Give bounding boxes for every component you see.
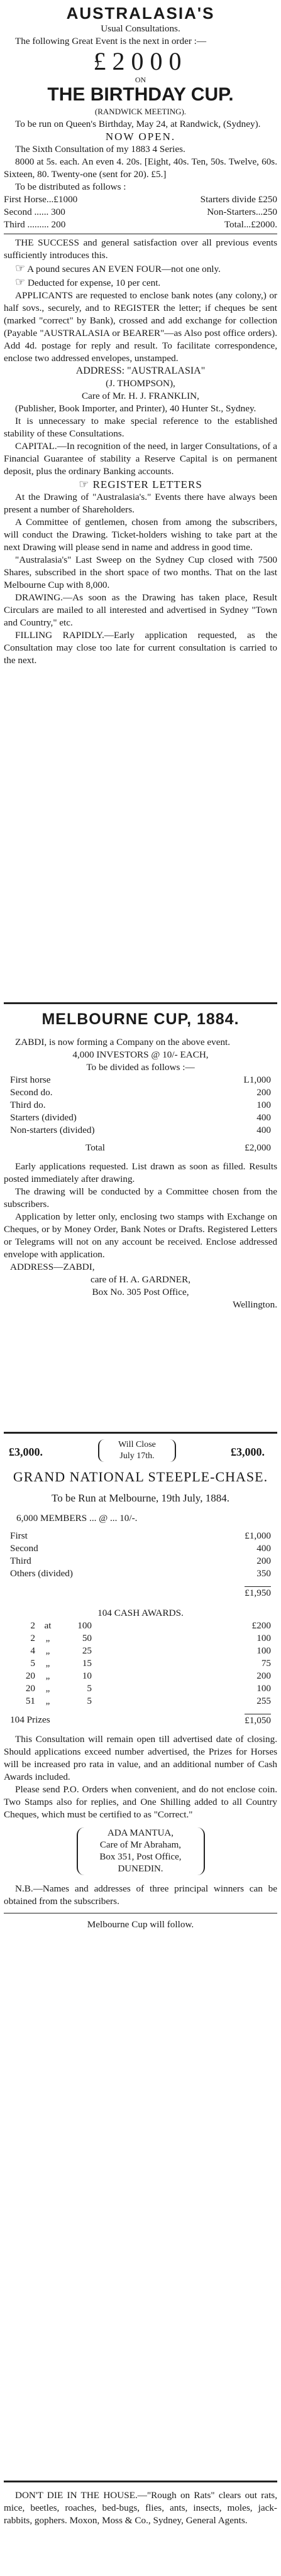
cash-total: 200 [256,1670,271,1681]
cash-at: „ [45,1683,50,1694]
pointing-hand-icon: ☞ [15,276,26,288]
ad-subtitle: Usual Consultations. [101,23,180,34]
cash-table [4,1620,277,1727]
prize-label: Non-starters (divided) [10,1125,95,1135]
consultation-text: The Sixth Consultation of my 1883 4 Series. [15,144,185,154]
drawing-text: DRAWING.—As soon as the Drawing has taken place, Result Circulars are mailed to all interested and advertised in Sydney "Town and Country," etc. [4,592,277,628]
divided-text: To be divided as follows :— [86,1062,195,1073]
cash-count: 2 [30,1633,35,1643]
cash-row [10,1670,271,1682]
ad-title: AUSTRALASIA'S [66,4,215,23]
prize-value: 350 [256,1568,271,1579]
references-text: It is unnecessary to make special reference to the established stability of these Consultations. [4,416,277,439]
cash-row [10,1645,271,1657]
cash-each: 25 [82,1645,92,1656]
cash-at: „ [45,1670,50,1681]
cash-at: „ [45,1633,50,1643]
cash-total-label: 104 Prizes [10,1714,50,1725]
prize-label: Others (divided) [10,1568,73,1579]
section-divider [4,2481,277,2482]
prize-value: 400 [256,1543,271,1554]
cash-at: at [44,1620,52,1631]
close-date-text: July 17th. [119,1451,155,1461]
application-text: Application by letter only, enclosing two stamps with Exchange on Cheques, or by Money Order, Bank Notes or Drafts. Registered Letters or Telegrams will not on any account be received. Enclose addressed envelope with application. [4,1211,277,1260]
cash-each: 10 [82,1670,92,1681]
ad-grand-national [4,1439,277,1931]
prize-table [4,1530,277,1599]
cash-each: 50 [82,1633,92,1643]
pointing-hand-icon: ☞ [15,262,26,274]
address-name: (J. THOMPSON), [106,378,175,389]
address-town: Wellington. [233,1299,277,1310]
prize-left: First Horse...£1000 [4,194,78,205]
cash-total: £200 [251,1620,271,1631]
close-box [98,1439,176,1462]
send-text: Please send P.O. Orders when convenient, and do not enclose coin. Two Stamps also for replies, and One Shilling added to all Country Cheques, which must be certified to as "Correct." [4,1784,277,1820]
prize-table [4,1074,277,1154]
ad-melbourne-cup [4,1010,277,1311]
address-line: Care of Mr Abraham, [99,1840,182,1850]
will-close-text: Will Close [118,1440,156,1449]
cash-row [10,1657,271,1670]
prize-value: £2,000 [245,1142,271,1153]
capital-text: CAPITAL.—In recognition of the need, in larger Consultations, of a Financial Guarantee of stability a Reserve Capital is on permanent deposit, plus the ordinary Banking accounts. [4,441,277,477]
header-strip [4,1439,277,1464]
prize-row [10,1112,271,1124]
prize-row [10,1086,271,1099]
cash-at: „ [45,1658,50,1669]
cash-total-value: £1,050 [245,1715,271,1726]
cash-total-row [10,1714,271,1727]
prize-total-row [10,1142,271,1154]
prize-row [10,1542,271,1555]
prize-label: Total [85,1142,105,1153]
cash-total: 100 [256,1633,271,1643]
prize-value: £1,000 [245,1530,271,1541]
cash-at: „ [45,1696,50,1706]
cash-count: 4 [30,1645,35,1656]
prize-label: Second do. [10,1087,53,1098]
prize-label: Second [10,1543,38,1554]
now-open: NOW OPEN. [105,131,176,143]
prize-row [10,1124,271,1137]
address-line: Box 351, Post Office, [99,1852,182,1862]
prize-row [4,193,277,206]
prize-row [10,1555,271,1567]
prize-left: Third ......... 200 [4,219,66,230]
members-text: 6,000 MEMBERS ... @ ... 10/-. [16,1513,138,1523]
section-divider [4,1432,277,1434]
prize-left: Second ...... 300 [4,207,65,217]
cash-each: 5 [87,1683,92,1694]
ad-australasia [4,4,277,667]
amount-left: £3,000. [9,1446,43,1458]
cash-count: 51 [25,1696,35,1706]
distributed-text: To be distributed as follows : [15,181,126,192]
applicants-text: APPLICANTS are requested to enclose bank notes (any colony,) or half sovs., securely, and to REGISTER the letter; if cheques be sent (marked "correct" by Bank), crossed and add exchange for collection (Payable "AUSTRALASIA or BEARER"—as Also post office orders). Add 4d. postage for reply and result. To facilitate correspondence, enclose two addressed envelopes, unstamped. [4,290,277,364]
prize-label: First horse [10,1074,51,1085]
prize-amount: £2000 [93,47,188,75]
section-divider [4,1002,277,1004]
intro-text: ZABDI, is now forming a Company on the above event. [15,1037,231,1047]
address-label: ADDRESS: "AUSTRALASIA" [75,365,206,376]
prize-table [4,193,277,231]
success-text: THE SUCCESS and general satisfaction over all previous events sufficiently introduces this. [4,237,277,261]
cash-at: „ [45,1645,50,1656]
address-line: (Publisher, Book Importer, and Printer), 40 Hunter St., Sydney. [15,403,256,414]
deducted-text: Deducted for expense, 10 per cent. [27,278,161,288]
prize-total-row [10,1586,271,1599]
prize-value: £1,950 [245,1588,271,1598]
cash-count: 20 [25,1670,35,1681]
investors-text: 4,000 INVESTORS @ 10/- EACH, [72,1049,209,1060]
address-line: ADA MANTUA, [107,1828,174,1838]
prize-value: 400 [256,1112,271,1123]
address-box: Box No. 305 Post Office, [92,1287,189,1297]
prize-row [10,1099,271,1112]
committee-text: A Committee of gentlemen, chosen from among the subscribers, will conduct the Drawing. Ticket-holders wishing to take part at the next Drawing will please send in name and address in good time. [4,517,277,553]
cash-total: 75 [261,1658,271,1669]
prize-value: L1,000 [243,1074,271,1085]
prize-label: Third [10,1556,31,1566]
rats-text: DON'T DIE IN THE HOUSE.—"Rough on Rats" clears out rats, mice, beetles, roaches, bed-bugs, flies, ants, insects, moles, jack-rabbits, gophers. Moxon, Moss & Co., Sydney, General Agents. [4,2490,277,2526]
cash-row [10,1695,271,1707]
cash-count: 20 [25,1683,35,1694]
prize-row [10,1567,271,1580]
prize-label: Starters (divided) [10,1112,77,1123]
early-text: Early applications requested. List drawn as soon as filled. Results posted immediately after drawing. [4,1161,277,1184]
prize-row [10,1074,271,1086]
shares-text: 8000 at 5s. each. An even 4. 20s. [Eight, 40s. Ten, 50s. Twelve, 60s. Sixteen, 80. Twenty-one (sent for 20). £5.] [4,156,277,180]
cash-each: 5 [87,1696,92,1706]
ad-title: MELBOURNE CUP, 1884. [41,1010,240,1028]
prize-right: Non-Starters...250 [207,207,277,217]
cash-row [10,1632,271,1645]
cash-heading: 104 CASH AWARDS. [97,1608,184,1618]
address-care: Care of Mr. H. J. FRANKLIN, [82,391,199,401]
cash-count: 2 [30,1620,35,1631]
cash-total: 100 [256,1683,271,1694]
register-line [4,478,277,491]
prize-value: 100 [256,1100,271,1110]
cash-total: 255 [256,1696,271,1706]
filling-text: FILLING RAPIDLY.—Early application requested, as the Consultation may close too late for current consultation is carried to the next. [4,630,277,666]
prize-value: 400 [256,1125,271,1135]
prize-label: Third do. [10,1100,46,1110]
run-on-text: To be run on Queen's Birthday, May 24, at Randwick, (Sydney). [15,119,261,129]
prize-right: Starters divide £250 [200,194,277,205]
cash-total: 100 [256,1645,271,1656]
prize-right: Total...£2000. [224,219,277,230]
address-care: care of H. A. GARDNER, [90,1274,191,1285]
on-text: ON [135,75,146,84]
last-sweep-text: "Australasia's" Last Sweep on the Sydney Cup closed with 7500 Shares, subscribed in the short space of two months. That on the last Melbourne Cup with 8,000. [4,555,277,590]
open-note: This Consultation will remain open till advertised date of closing. Should applications exceed number advertised, the Prizes for Horses will be increased pro rata in value, and an additional number of Cash Awards included. [4,1734,277,1782]
prize-row [4,219,277,231]
nb-text: N.B.—Names and addresses of three principal winners can be obtained from the subscribers. [4,1883,277,1907]
amount-right: £3,000. [231,1446,265,1458]
cash-count: 5 [30,1658,35,1669]
secures-text: A pound secures AN EVEN FOUR—not one only. [27,264,221,274]
cash-each: 15 [82,1658,92,1669]
register-heading: REGISTER LETTERS [92,479,202,490]
ad-title: GRAND NATIONAL STEEPLE-CHASE. [13,1469,268,1485]
prize-value: 200 [256,1556,271,1566]
ad-rough-on-rats [4,2489,277,2527]
address-label: ADDRESS—ZABDI, [10,1262,95,1272]
run-on-text: To be Run at Melbourne, 19th July, 1884. [52,1492,229,1504]
cash-each: 100 [77,1620,92,1631]
intro-text: The following Great Event is the next in order :— [15,36,207,46]
address-box [77,1827,205,1875]
prize-row [4,206,277,219]
event-title: THE BIRTHDAY CUP. [47,84,234,105]
pointing-hand-icon: ☞ [79,478,90,490]
cash-row [10,1682,271,1695]
prize-label: First [10,1530,28,1541]
committee-text: The drawing will be conducted by a Committee chosen from the subscribers. [4,1186,277,1210]
meeting-text: (RANDWICK MEETING). [94,107,187,116]
prize-row [10,1530,271,1542]
drawing-note: At the Drawing of "Australasia's." Events there have always been present a number of Shareholders. [4,492,277,515]
cash-row [10,1620,271,1632]
prize-value: 200 [256,1087,271,1098]
follow-text: Melbourne Cup will follow. [87,1919,194,1930]
address-line: DUNEDIN. [118,1864,163,1874]
deducted-line [4,276,277,290]
secures-line [4,262,277,276]
